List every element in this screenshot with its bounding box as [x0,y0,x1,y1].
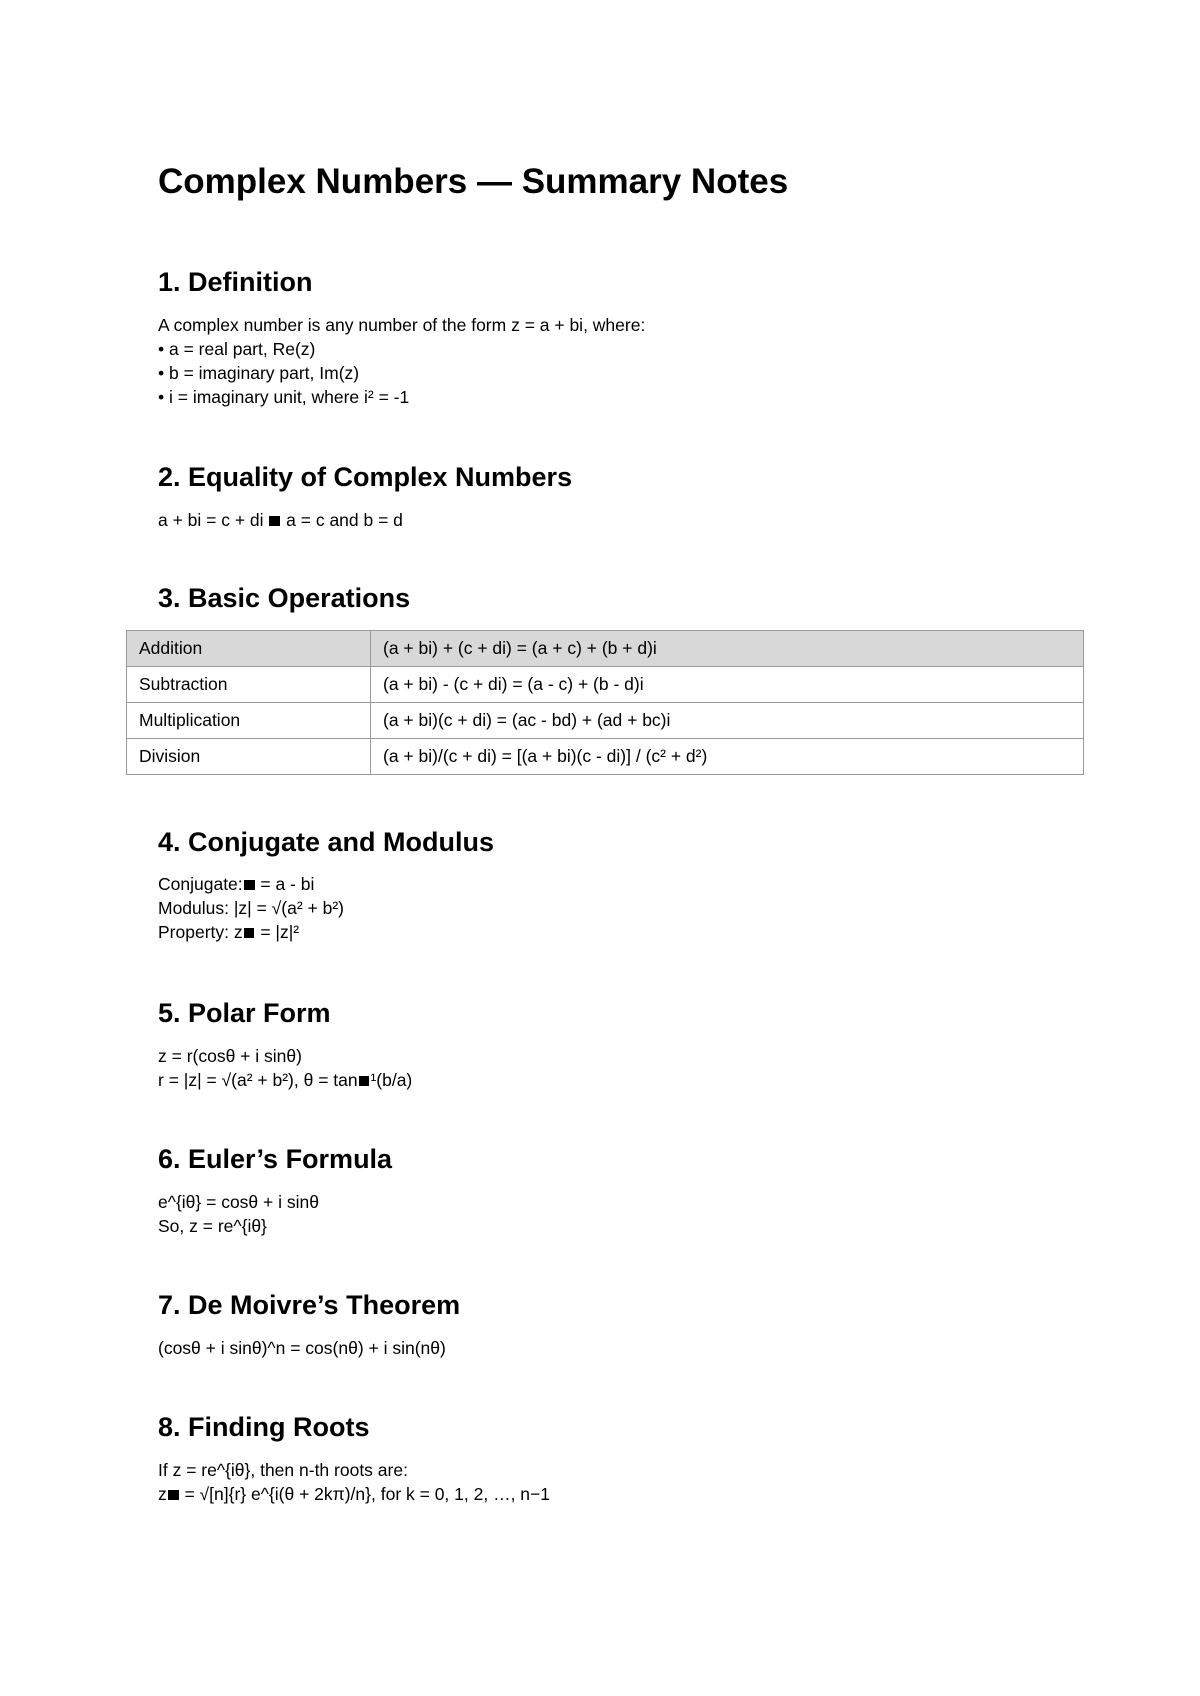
operation-name: Division [127,739,371,775]
definition-text [158,313,645,409]
operation-name: Multiplication [127,703,371,739]
polar-text [158,1044,412,1092]
equality-right: a = c and b = d [286,510,403,530]
missing-glyph-icon [168,1490,179,1501]
polar-r-text: r = |z| = √(a² + b²), θ = tan [158,1070,358,1090]
conjugate-label: Conjugate: [158,874,243,894]
operation-formula: (a + bi)(c + di) = (ac - bd) + (ad + bc)i [371,703,1084,739]
operation-formula: (a + bi) - (c + di) = (a - c) + (b - d)i [371,667,1084,703]
missing-glyph-icon [359,1076,370,1087]
heading-euler: 6. Euler’s Formula [158,1144,393,1174]
modulus-line: Modulus: |z| = √(a² + b²) [158,898,344,918]
heading-roots: 8. Finding Roots [158,1412,370,1442]
heading-definition: 1. Definition [158,267,313,297]
heading-equality: 2. Equality of Complex Numbers [158,462,573,492]
definition-bullet-imaginary: • b = imaginary part, Im(z) [158,363,360,383]
equality-left: a + bi = c + di [158,510,264,530]
definition-line: A complex number is any number of the form z = a + bi, where: [158,315,646,335]
operation-formula: (a + bi) + (c + di) = (a + c) + (b + d)i [371,631,1084,667]
heading-operations: 3. Basic Operations [158,583,411,613]
polar-theta-text: ¹(b/a) [370,1070,413,1090]
property-label: Property: z [158,922,243,942]
euler-z-line: So, z = re^{iθ} [158,1216,267,1236]
heading-polar: 5. Polar Form [158,998,331,1028]
roots-formula-line [158,1482,550,1506]
missing-glyph-icon [244,928,255,939]
table-row [127,739,1084,775]
euler-text [158,1190,319,1238]
roots-z-text: z [158,1484,167,1504]
table-row [127,667,1084,703]
roots-formula-text: = √[n]{r} e^{i(θ + 2kπ)/n}, for k = 0, 1, 2, …, n−1 [184,1484,550,1504]
operations-table [126,630,1084,775]
heading-demoivre: 7. De Moivre’s Theorem [158,1290,461,1320]
euler-line: e^{iθ} = cosθ + i sinθ [158,1192,319,1212]
definition-bullet-real: • a = real part, Re(z) [158,339,316,359]
equality-text [158,508,403,532]
operation-name: Subtraction [127,667,371,703]
roots-text [158,1458,550,1506]
page-title: Complex Numbers — Summary Notes [158,162,789,201]
property-line [158,920,344,944]
operation-name: Addition [127,631,371,667]
polar-line: z = r(cosθ + i sinθ) [158,1046,302,1066]
definition-bullet-unit: • i = imaginary unit, where i² = -1 [158,387,410,407]
conjugate-line [158,872,344,896]
table-row [127,703,1084,739]
equality-line [158,508,403,532]
operation-formula: (a + bi)/(c + di) = [(a + bi)(c - di)] / (c² + d²) [371,739,1084,775]
demoivre-text [158,1336,446,1360]
demoivre-line: (cosθ + i sinθ)^n = cos(nθ) + i sin(nθ) [158,1338,446,1358]
conjugate-text [158,872,344,944]
heading-conjugate: 4. Conjugate and Modulus [158,827,494,857]
table-row [127,631,1084,667]
missing-glyph-icon [269,516,280,527]
roots-intro-line: If z = re^{iθ}, then n-th roots are: [158,1460,408,1480]
conjugate-value: = a - bi [260,874,315,894]
missing-glyph-icon [244,880,255,891]
property-value: = |z|² [260,922,300,942]
polar-r-line [158,1068,412,1092]
